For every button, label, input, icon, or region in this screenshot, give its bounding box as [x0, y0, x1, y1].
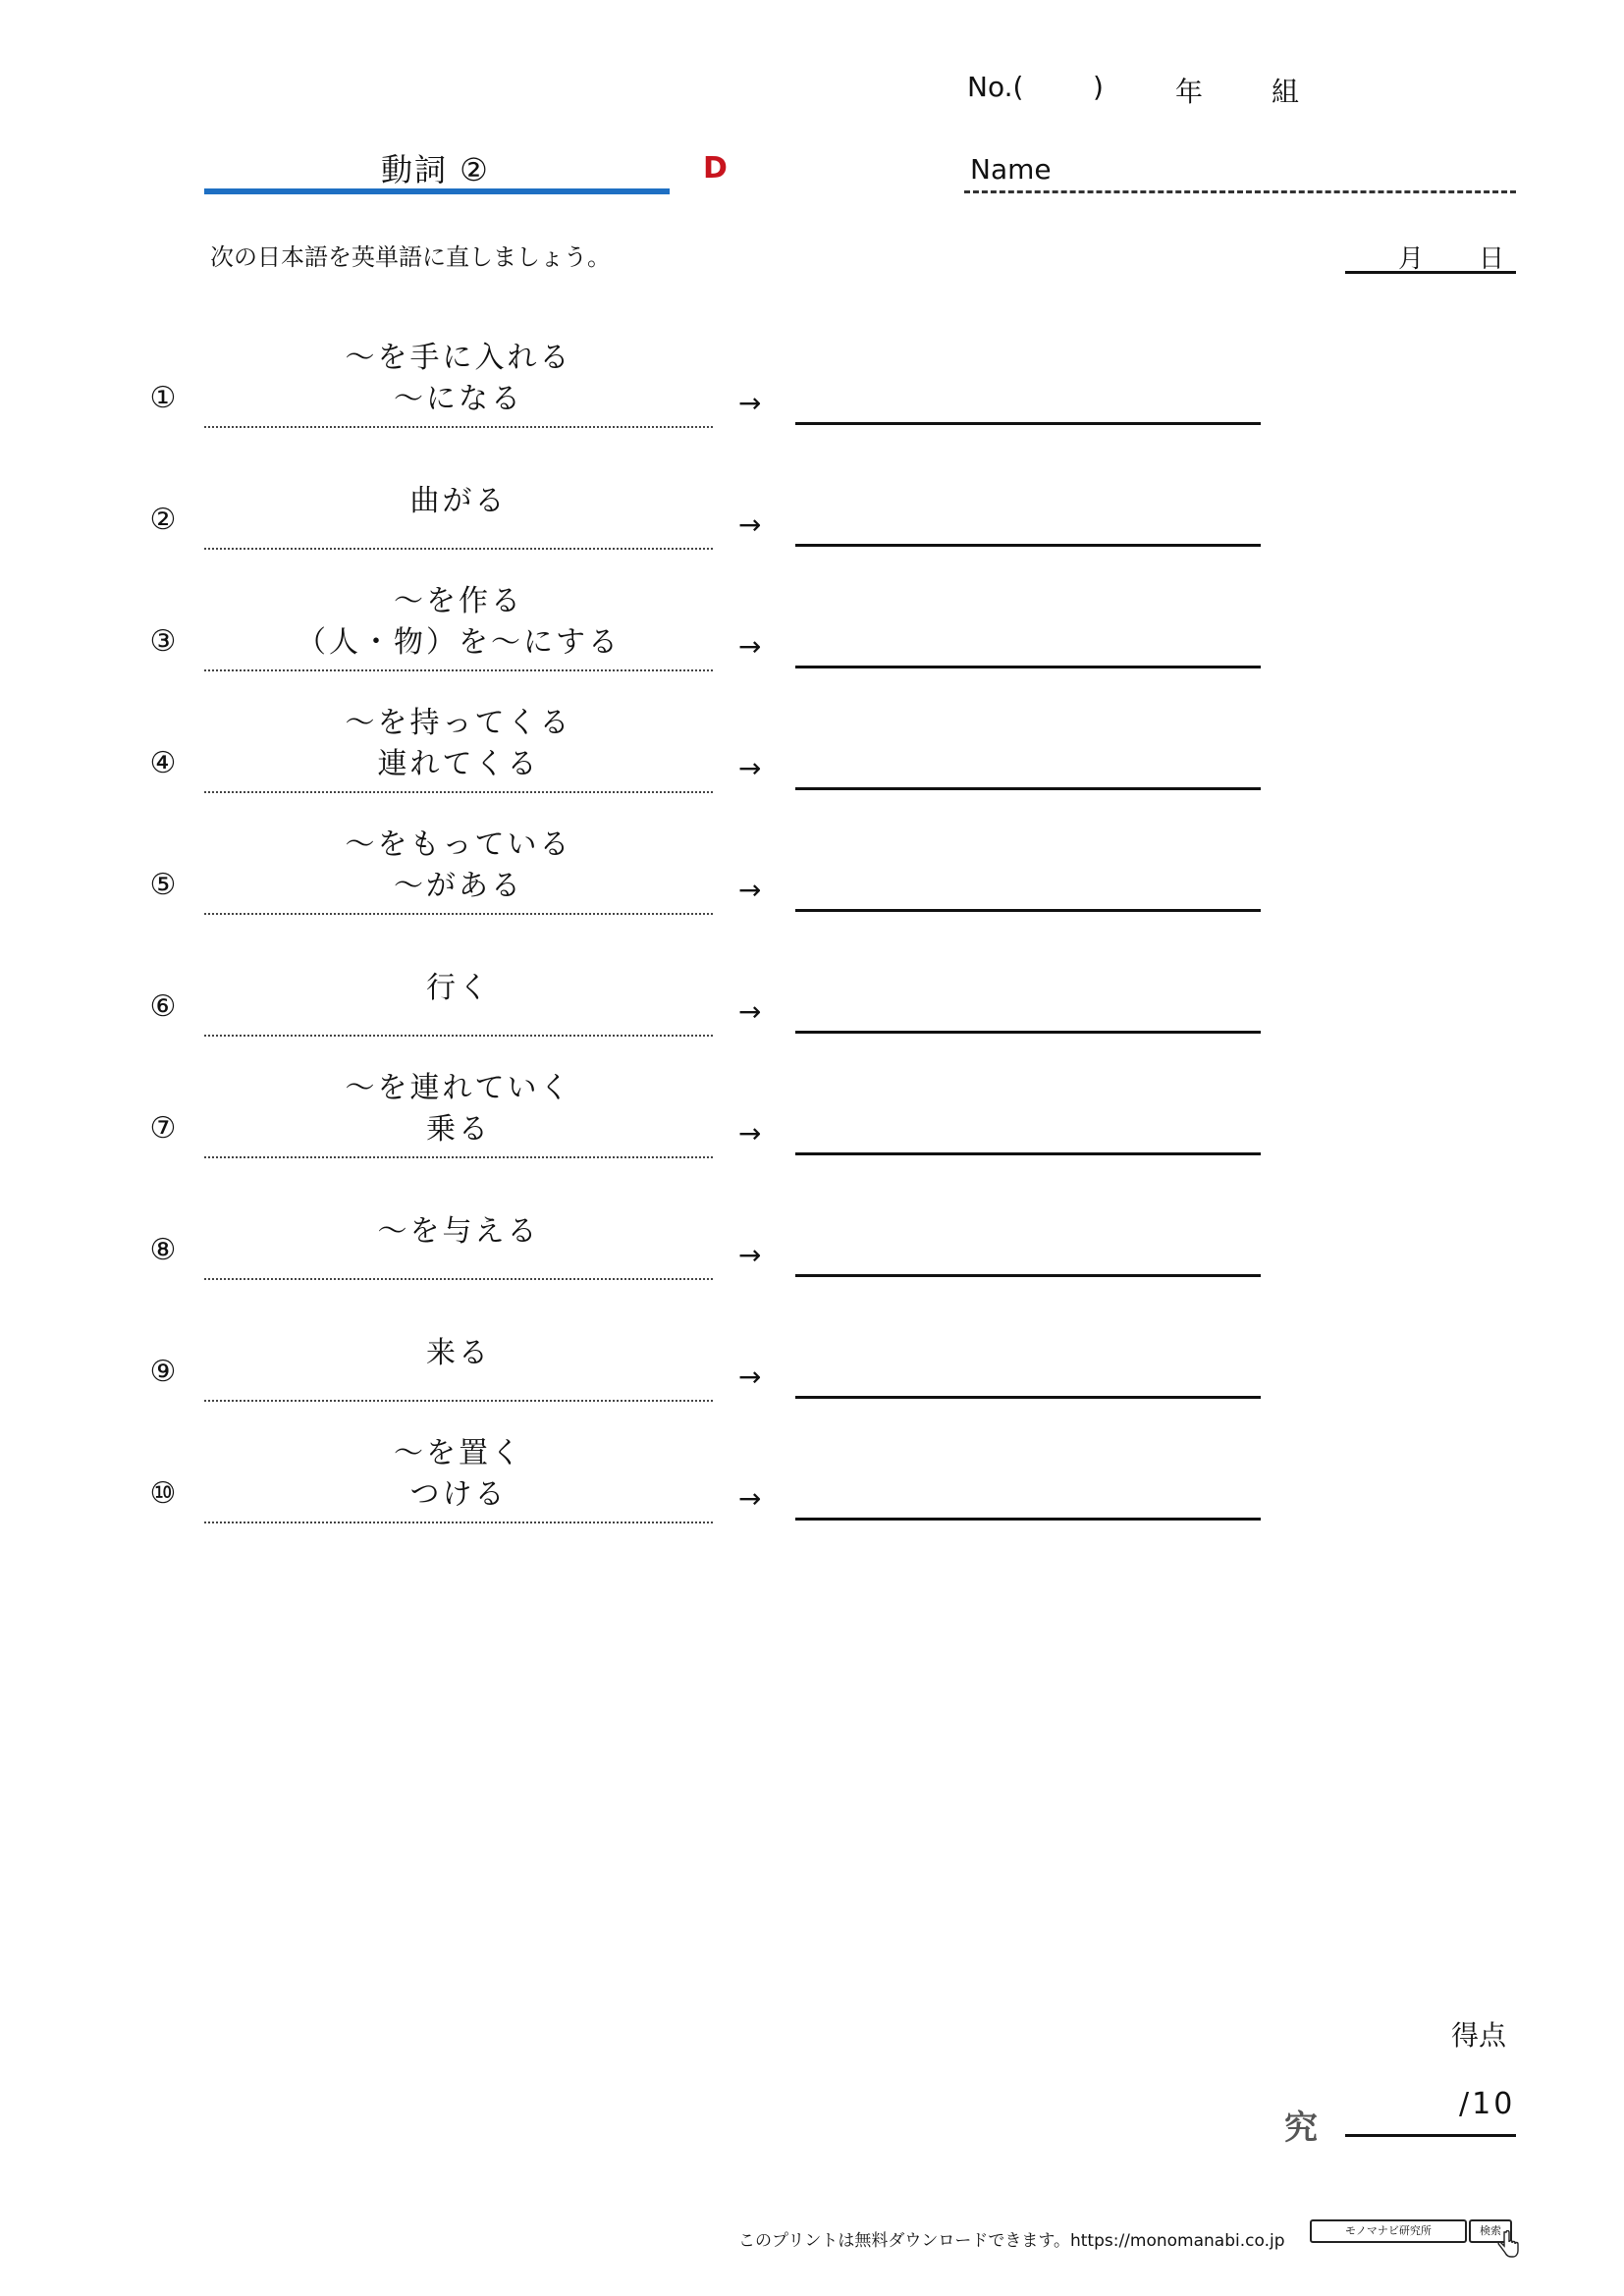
name-field[interactable] [964, 190, 1516, 193]
arrow-icon: → [738, 1361, 762, 1393]
question-number: ⑥ [149, 989, 177, 1024]
prompt-underline [204, 1035, 713, 1037]
arrow-icon: → [738, 995, 762, 1028]
question-prompt-line: つける [409, 1477, 508, 1512]
question-number: ⑩ [149, 1476, 177, 1511]
score-label: 得点 [1451, 2019, 1507, 2052]
date-field[interactable] [1345, 271, 1516, 274]
kanji-logo: 究 [1284, 2109, 1318, 2148]
question-prompt [204, 481, 713, 522]
question-prompt [204, 1068, 713, 1150]
question-prompt [204, 825, 713, 907]
instruction-text: 次の日本語を英単語に直しましょう。 [210, 243, 611, 271]
question-prompt-line: 乗る [426, 1112, 491, 1147]
question-number: ② [149, 503, 177, 537]
question-prompt-line: 曲がる [409, 484, 508, 518]
question-prompt [204, 1211, 713, 1253]
number-label: No.( [967, 71, 1024, 103]
arrow-icon: → [738, 1239, 762, 1271]
pointer-hand-icon [1496, 2230, 1520, 2260]
question-prompt-line: 連れてくる [377, 747, 540, 781]
question-number: ⑤ [149, 868, 177, 902]
year-label: 年 [1175, 76, 1204, 108]
question-prompt-line: 来る [426, 1336, 491, 1370]
answer-field[interactable] [795, 787, 1261, 790]
question-prompt-line: ～を作る [394, 584, 523, 618]
prompt-underline [204, 426, 713, 428]
arrow-icon: → [738, 508, 762, 541]
question-prompt-line: ～をもっている [345, 828, 572, 862]
level-badge: D [703, 151, 728, 186]
number-close: ) [1093, 71, 1104, 103]
prompt-underline [204, 1156, 713, 1158]
answer-field[interactable] [795, 1396, 1261, 1399]
class-label: 組 [1272, 76, 1300, 108]
question-prompt-line: 行く [426, 971, 491, 1005]
arrow-icon: → [738, 752, 762, 784]
question-number: ⑨ [149, 1355, 177, 1389]
arrow-icon: → [738, 387, 762, 419]
footer-download-text: このプリントは無料ダウンロードできます。https://monomanabi.co.jp [738, 2231, 1285, 2251]
answer-field[interactable] [795, 1274, 1261, 1277]
day-label: 日 [1479, 244, 1505, 274]
answer-field[interactable] [795, 1031, 1261, 1034]
score-total: /10 [1459, 2087, 1516, 2121]
question-prompt [204, 338, 713, 420]
answer-field[interactable] [795, 909, 1261, 912]
question-number: ③ [149, 624, 177, 659]
question-prompt-line: （人・物）を～にする [297, 625, 621, 660]
answer-field[interactable] [795, 422, 1261, 425]
footer-site-search-box: モノマナビ研究所 [1310, 2219, 1467, 2243]
question-number: ④ [149, 746, 177, 780]
prompt-underline [204, 1522, 713, 1523]
arrow-icon: → [738, 630, 762, 663]
question-prompt-line: ～を持ってくる [345, 706, 572, 740]
arrow-icon: → [738, 874, 762, 906]
question-prompt [204, 968, 713, 1009]
worksheet-title: 動詞 ② [381, 151, 490, 188]
question-prompt-line: ～になる [394, 382, 523, 416]
question-prompt-line: ～を置く [394, 1436, 523, 1470]
question-number: ⑦ [149, 1111, 177, 1146]
question-number: ⑧ [149, 1233, 177, 1267]
prompt-underline [204, 913, 713, 915]
name-label: Name [970, 153, 1052, 186]
question-prompt [204, 1333, 713, 1374]
question-prompt-line: ～を連れていく [345, 1071, 572, 1105]
question-prompt-line: ～を手に入れる [345, 341, 572, 375]
answer-field[interactable] [795, 666, 1261, 668]
prompt-underline [204, 1400, 713, 1402]
arrow-icon: → [738, 1117, 762, 1149]
answer-field[interactable] [795, 1152, 1261, 1155]
prompt-underline [204, 669, 713, 671]
question-prompt [204, 581, 713, 664]
arrow-icon: → [738, 1482, 762, 1515]
title-underline [204, 188, 670, 194]
question-prompt [204, 1433, 713, 1516]
question-number: ① [149, 381, 177, 415]
prompt-underline [204, 791, 713, 793]
month-label: 月 [1398, 244, 1425, 274]
footer-search-button: 検索 [1469, 2219, 1512, 2243]
score-field[interactable] [1345, 2134, 1516, 2137]
prompt-underline [204, 1278, 713, 1280]
question-prompt [204, 703, 713, 785]
prompt-underline [204, 548, 713, 550]
answer-field[interactable] [795, 1518, 1261, 1521]
question-prompt-line: ～を与える [377, 1214, 540, 1249]
answer-field[interactable] [795, 544, 1261, 547]
question-prompt-line: ～がある [394, 869, 523, 903]
